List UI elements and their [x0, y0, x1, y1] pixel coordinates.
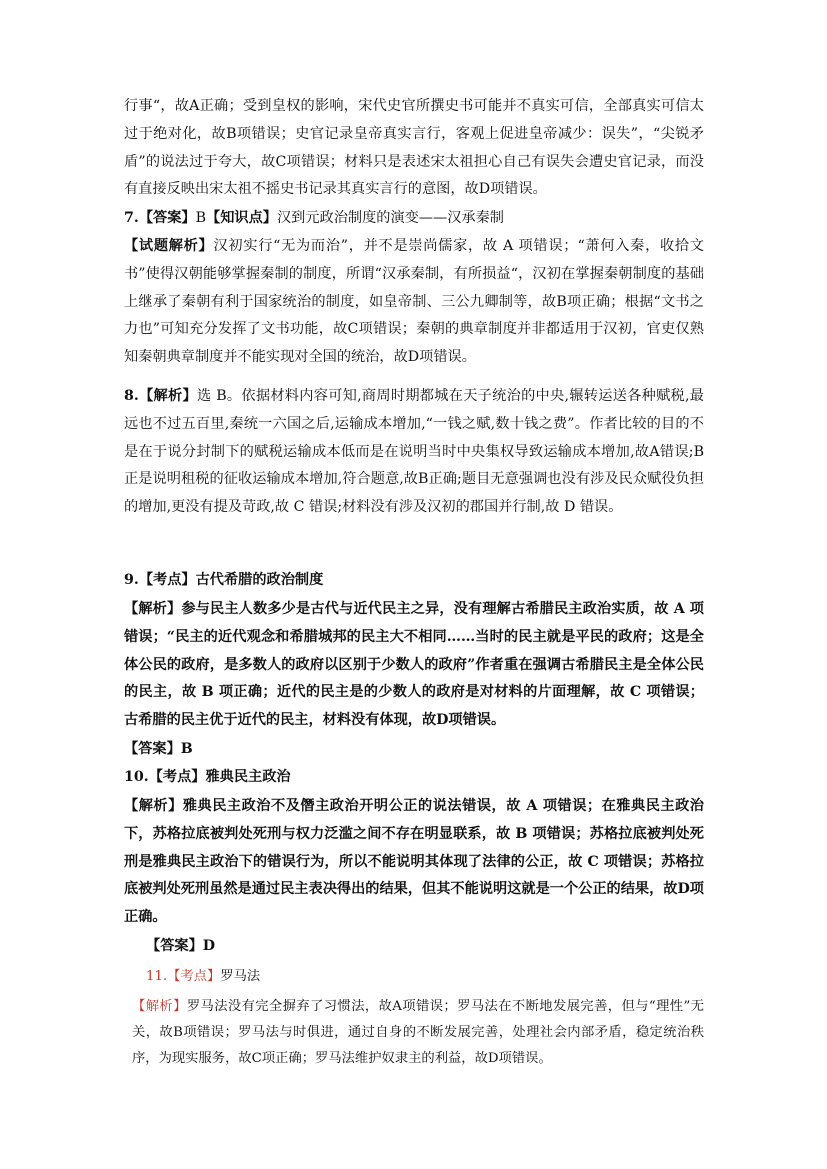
q10-answer-line [146, 933, 726, 961]
q9-topic-line [124, 567, 704, 595]
q7-explanation-text: 汉初实行“无为而治”，并不是崇尚儒家，故 A 项错误；“萧何入秦，收拾文书”使得汉朝能够掌握秦制的制度，所谓“汉承秦制，有所损益“，汉初在掌握秦朝制度的基础上继承了秦朝有利于国家统治的制度，如皇帝制、三公九卿制等，故B项正确；根据“文书之力也”可知充分发挥了文书功能，故C项错误；秦朝的典章制度并非都适用于汉初，官吏仅熟知秦朝典章制度并不能实现对全国的统治，故D项错误。 [124, 238, 704, 366]
q7-number: 7. [124, 210, 139, 226]
q8-label: 【解析】 [138, 388, 197, 404]
q11-topic-line [146, 964, 726, 990]
q11-explanation [132, 994, 704, 1072]
q10-topic-line [124, 764, 704, 792]
q7-answer-label: 【答案】 [138, 210, 196, 226]
q9-number: 9. [124, 572, 139, 588]
q11-explanation-text: 罗马法没有完全摒弃了习惯法，故A项错误；罗马法在不断地发展完善，但与“理性”无关，故B项错误；罗马法与时俱进，通过自身的不断发展完善，处理社会内部矛盾，稳定统治秩序，为现实服务，故C项正确；罗马法维护奴隶主的利益，故D项错误。 [132, 999, 705, 1066]
q11-topic: 罗马法 [220, 969, 261, 984]
q9-topic-label: 【考点】 [138, 572, 196, 588]
q10-answer-label: 【答案】 [146, 938, 203, 954]
q10-answer: D [202, 938, 216, 954]
q9-answer: B [180, 741, 193, 757]
q7-answer: B [195, 210, 207, 226]
q10-topic: 雅典民主政治 [205, 769, 291, 785]
q7-explanation [124, 233, 704, 372]
q9-topic: 古代希腊的政治制度 [195, 572, 324, 588]
q7-answer-line [124, 205, 704, 233]
q6-tail-text: 行事“，故A正确；受到皇权的影响，宋代史官所撰史书可能并不真实可信，全部真实可信太过于绝对化，故B项错误；史官记录皇帝真实言行，客观上促进皇帝减少：误失”，“尖锐矛盾”的说法过于夸大，故C项错误；材料只是表述宋太祖担心自己有误失会遭史官记录，而没有直接反映出宋太祖不摇史书记录其真实言行的意图，故D项错误。 [124, 98, 704, 198]
q7-explanation-label: 【试题解析】 [124, 238, 214, 254]
q11-topic-label: 【考点】 [167, 969, 221, 984]
q10-explanation-label: 【解析】 [124, 798, 183, 814]
q9-explanation-text: 参与民主人数多少是古代与近代民主之异，没有理解古希腊民主政治实质，故 A 项错误；“民主的近代观念和希腊城邦的民主大不相同……当时的民主就是平民的政府；这是全体公民的政府，是多数人的政府以区别于少数人的政府”作者重在强调古希腊民主是全体公民的民主，故 B 项正确；近代的民主是的少数人的政府是对材料的片面理解，故 C 项错误；古希腊的民主优于近代的民主，材料没有体现，故D项错误。 [124, 601, 704, 729]
q8-number: 8. [124, 388, 139, 404]
q9-answer-label: 【答案】 [124, 741, 181, 757]
q10-explanation [124, 793, 704, 932]
q9-explanation-label: 【解析】 [124, 601, 182, 617]
q10-explanation-text: 雅典民主政治不及僭主政治开明公正的说法错误，故 A 项错误；在雅典民主政治下，苏格拉底被判处死刑与权力泛滥之间不存在明显联系，故 B 项错误；苏格拉底被判处死刑是雅典民主政治下的错误行为，所以不能说明其体现了法律的公正，故 C 项错误；苏格拉底被判处死刑虽然是通过民主表决得出的结果，但其不能说明这就是一个公正的结果，故D项正确。 [124, 798, 704, 926]
q10-number: 10. [124, 769, 149, 785]
q8-explanation [124, 383, 704, 522]
q11-explanation-label: 【解析】 [132, 999, 187, 1014]
q9-answer-line [124, 736, 704, 764]
q7-knowledge-label: 【知识点】 [206, 210, 277, 226]
q6-explanation-tail [124, 93, 704, 204]
q7-knowledge-point: 汉到元政治制度的演变——汉承秦制 [276, 210, 504, 226]
q8-text: 选 B。依据材料内容可知,商周时期都城在天子统治的中央,辗转运送各种赋税,最远也不过五百里,秦统一六国之后,运输成本增加,“一钱之赋,数十钱之费”。作者比较的目的不是在于说分封制下的赋税运输成本低而是在说明当时中央集权导致运输成本增加,故A错误;B正是说明租税的征收运输成本增加,符合题意,故B正确;题目无意强调也没有涉及民众赋役负担的增加,更没有提及苛政,故 C 错误;材料没有涉及汉初的郡国并行制,故 D 错误。 [124, 388, 704, 516]
q9-explanation [124, 596, 704, 735]
q11-number: 11. [146, 969, 168, 984]
q10-topic-label: 【考点】 [148, 769, 206, 785]
